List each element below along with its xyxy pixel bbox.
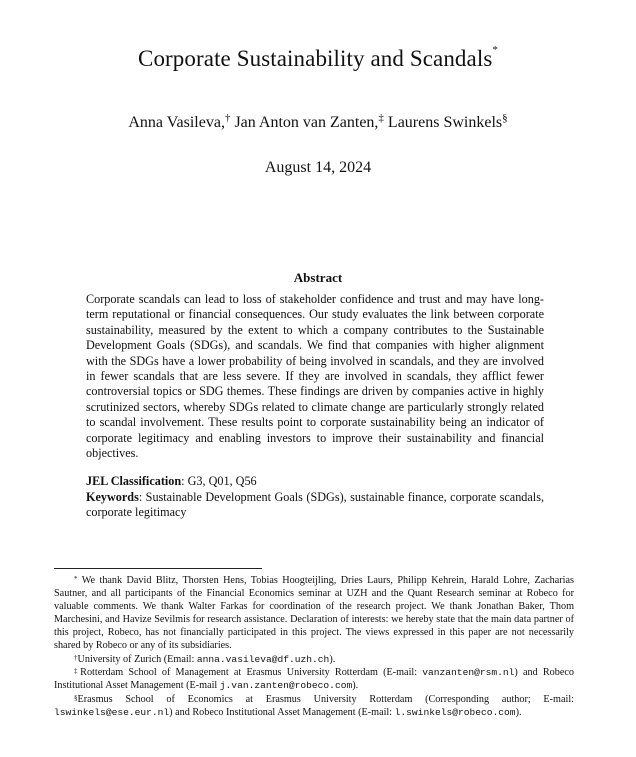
keywords (86, 490, 544, 521)
footnote-text: Erasmus School of Economics at Erasmus University Rotterdam (Corresponding author; E-mail: (77, 693, 574, 705)
author-name: Jan Anton van Zanten, (234, 114, 379, 131)
footnote-author-2 (54, 666, 574, 692)
jel-label: JEL Classification (86, 474, 182, 488)
footnote-text: ). (329, 653, 336, 665)
footnote-acknowledgements (54, 574, 574, 652)
footnote-mark: § (74, 693, 78, 702)
footnote-text: University of Zurich (Email: (77, 653, 197, 665)
email-link[interactable]: anna.vasileva@df.uzh.ch (196, 653, 330, 665)
email-link[interactable]: l.swinkels@robeco.com (394, 706, 516, 718)
footnote-text: ). (352, 680, 359, 691)
email-link[interactable]: vanzanten@rsm.nl (422, 667, 515, 678)
paper-title-text: Corporate Sustainability and Scandals (138, 46, 493, 71)
publication-date: August 14, 2024 (264, 159, 372, 176)
email-link[interactable]: lswinkels@ese.eur.nl (54, 706, 170, 718)
author-name: Anna Vasileva, (128, 114, 225, 131)
title-footnote-mark: * (492, 44, 498, 56)
author-name: Laurens Swinkels (387, 114, 503, 131)
author-list (0, 114, 636, 132)
email-link[interactable]: j.van.zanten@robeco.com (219, 680, 353, 691)
footnote-author-3 (54, 693, 574, 719)
jel-classification (86, 474, 544, 489)
footnote-text: ) and Robeco Institutional Asset Management (E-mail: (169, 706, 395, 718)
footnote-mark: ‡ (74, 667, 81, 675)
footnote-mark: † (74, 653, 78, 662)
footnote-text: ). (515, 706, 522, 718)
footnote-author-1 (54, 653, 574, 666)
jel-value: : G3, Q01, Q56 (181, 474, 257, 488)
paper-title (0, 46, 636, 72)
footnote-divider (54, 568, 262, 569)
abstract-heading: Abstract (293, 270, 343, 285)
author-footnote-mark: § (502, 112, 508, 124)
footnote-text: ) and Robeco Institutional Asset Management (E-mail (54, 667, 574, 691)
abstract-text: Corporate scandals can lead to loss of stakeholder confidence and trust and may have long-term reputational or financial consequences. Our study evaluates the link between corporate sustainability, measured by the extent to which a company contributes to the Sustainable Development Goals (SDGs), and scandals. We find that companies with higher alignment with the SDGs have a lower probability of being involved in scandals, and they are involved in fewer scandals that are less severe. If they are involved in scandals, they afflict fewer controversial topics or SDG themes. These findings are driven by companies active in highly scrutinized sectors, whereby SDGs related to climate change are particularly strongly related to scandal involvement. These results point to corporate sustainability being an indicator of corporate legitimacy and enabling investors to improve their sustainability and financial objectives. (86, 292, 544, 461)
author-footnote-mark: ‡ (378, 112, 384, 124)
keywords-value: : Sustainable Development Goals (SDGs), sustainable finance, corporate scandals, corporate legitimacy (86, 490, 544, 520)
keywords-label: Keywords (86, 490, 139, 504)
footnotes (54, 574, 574, 719)
footnote-text: Rotterdam School of Management at Erasmus University Rotterdam (E-mail: (80, 667, 423, 678)
footnote-mark: * (74, 575, 78, 583)
footnote-text: We thank David Blitz, Thorsten Hens, Tobias Hoogteijling, Dries Laurs, Philipp Kehrein, Harald Lohre, Zacharias Sautner, and all participants of the Financial Economics seminar at UZH and the Quant Research seminar at Robeco for valuable comments. We thank Walter Farkas for coordination of the research project. We thank Jonathan Baker, Thom Marchesini, and Havize Sevilmis for research assistance. Declaration of interests: we hereby state that the main data partner of this project, Robeco, has not financially participated in this project. The views expressed in this paper are not necessarily shared by Robeco or any of its subsidiaries. (54, 575, 574, 651)
author-footnote-mark: † (224, 112, 231, 124)
